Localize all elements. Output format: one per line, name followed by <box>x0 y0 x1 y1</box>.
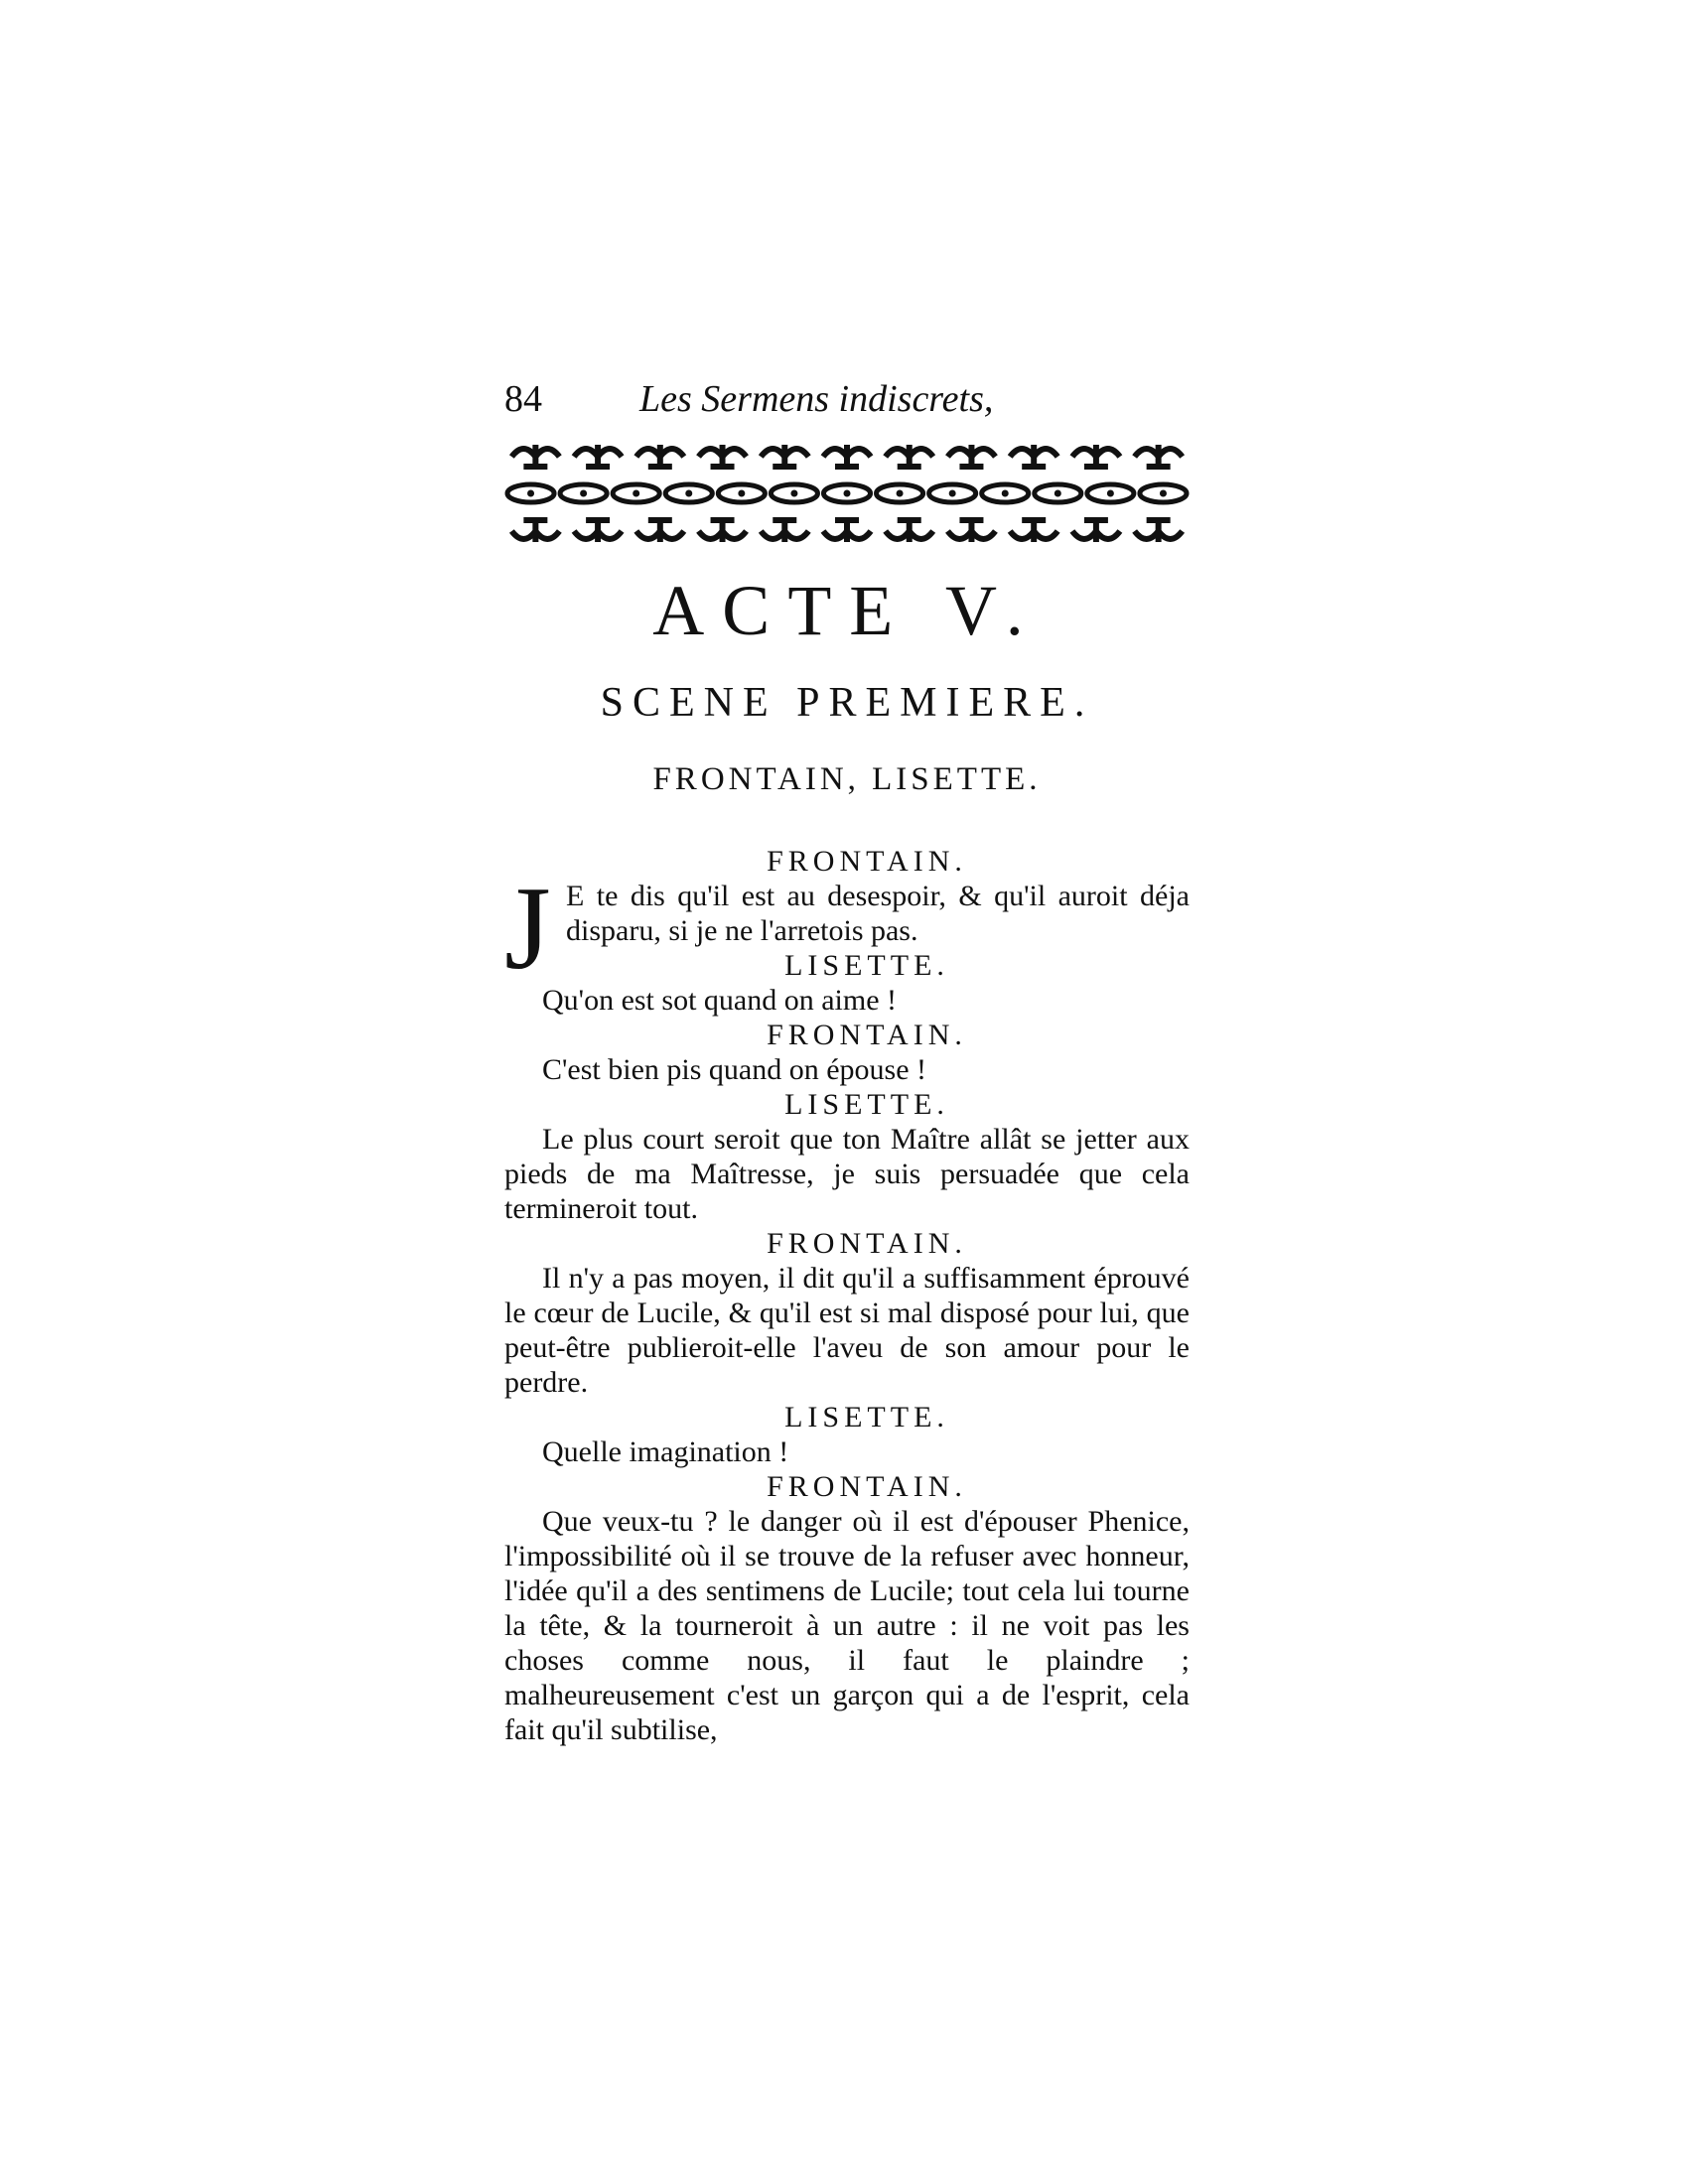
speaker-name: LISETTE. <box>784 1401 949 1433</box>
speaker-name: LISETTE. <box>784 1088 949 1121</box>
scene-title: SCENE PREMIERE. <box>600 680 1094 726</box>
speech-text: E te dis qu'il est au desespoir, & qu'il auroit déja disparu, si je ne l'arretois pas. <box>566 880 1190 947</box>
speaker-name: FRONTAIN. <box>767 1019 967 1051</box>
dialogue-block <box>504 1018 1190 1087</box>
dialogue <box>504 844 1190 1747</box>
speaker-name: LISETTE. <box>784 949 949 982</box>
dialogue-block <box>504 948 1190 1018</box>
speaker-name: FRONTAIN. <box>767 845 967 878</box>
drop-cap: J <box>504 862 551 994</box>
dialogue-block <box>504 1087 1190 1226</box>
speech-text: Il n'y a pas moyen, il dit qu'il a suffisamment éprouvé le cœur de Lucile, & qu'il est si mal disposé pour lui, que peut-être publieroit-elle l'aveu de son amour pour le perdre. <box>504 1262 1190 1399</box>
fleuron-band-icon <box>504 437 1190 551</box>
act-title: ACTE V. <box>652 571 1042 650</box>
page-number: 84 <box>504 378 542 420</box>
dialogue-block <box>504 1469 1190 1747</box>
running-title: Les Sermens indiscrets, <box>639 378 994 420</box>
dialogue-block <box>504 1400 1190 1469</box>
speech-text: Quelle imagination ! <box>542 1435 789 1468</box>
speech-text: C'est bien pis quand on épouse ! <box>542 1053 927 1086</box>
page-header <box>504 375 1041 423</box>
scene-characters: FRONTAIN, LISETTE. <box>652 761 1042 797</box>
speech-text: Que veux-tu ? le danger où il est d'épouser Phenice, l'impossibilité où il se trouve de la refuser avec honneur, l'idée qu'il a des sentimens de Lucile; tout cela lui tourne la tête, & la tourneroit à un autre : il ne voit pas les choses comme nous, il faut le plaindre ; malheureusement c'est un garçon qui a de l'esprit, cela fait qu'il subtilise, <box>504 1505 1190 1746</box>
speaker-name: FRONTAIN. <box>767 1227 967 1260</box>
speech-text: Le plus court seroit que ton Maître allât se jetter aux pieds de ma Maîtresse, je suis persuadée que cela termineroit tout. <box>504 1123 1190 1225</box>
dialogue-block <box>504 1226 1190 1400</box>
speech-text: Qu'on est sot quand on aime ! <box>542 984 898 1017</box>
speaker-name: FRONTAIN. <box>767 1470 967 1503</box>
